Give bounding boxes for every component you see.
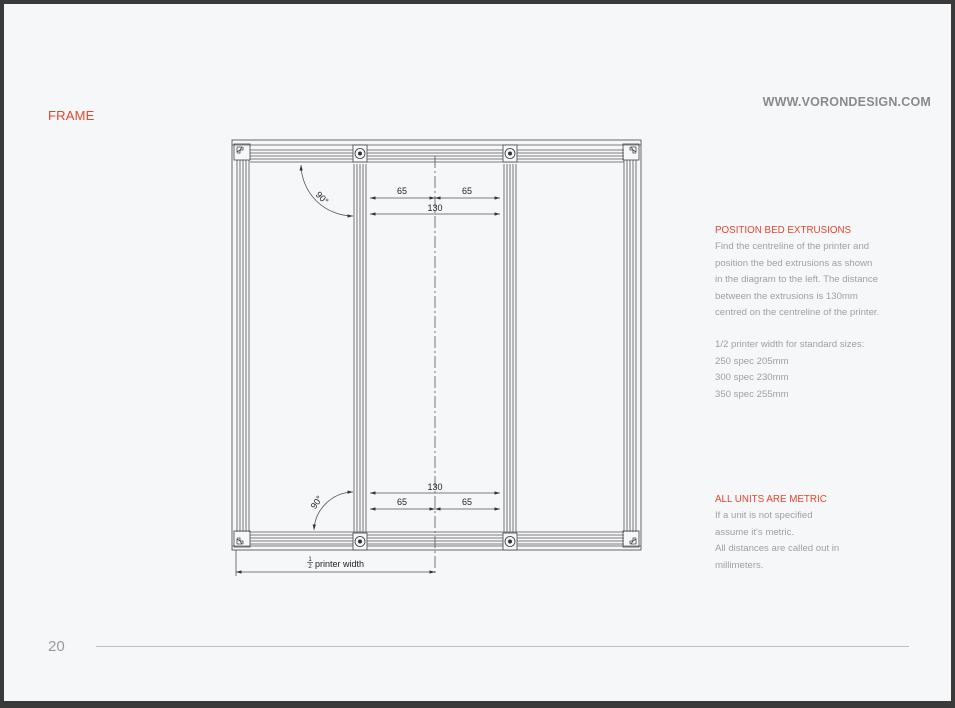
position-line: centred on the centreline of the printer. — [715, 307, 880, 319]
angle-label-top: 90° — [313, 189, 331, 207]
dim-bottom-130: 130 — [427, 482, 443, 492]
bolt-bottom-left — [353, 533, 367, 550]
bolt-top-right — [503, 145, 517, 162]
corner-bracket-top-right — [623, 144, 639, 160]
fraction-numerator: 1 — [308, 557, 312, 563]
left-extrusion — [237, 160, 249, 532]
sizes-line: 350 spec 255mm — [715, 388, 789, 400]
bolt-bottom-right — [503, 533, 517, 550]
units-line: All distances are called out in — [715, 543, 840, 555]
sizes-line: 1/2 printer width for standard sizes: — [715, 339, 865, 351]
bolt-top-left — [353, 145, 367, 162]
angle-label-bottom: 90° — [308, 493, 325, 511]
left-bed-extrusion — [354, 164, 366, 532]
units-line: If a unit is not specified — [715, 510, 813, 522]
page-number: 20 — [48, 638, 65, 655]
sizes-line: 250 spec 205mm — [715, 355, 789, 367]
units-line: millimeters. — [715, 559, 764, 571]
dim-top-130: 130 — [427, 203, 443, 213]
footer-rule — [96, 646, 909, 647]
position-heading: POSITION BED EXTRUSIONS — [715, 225, 852, 236]
position-line: Find the centreline of the printer and — [715, 241, 870, 253]
position-line: position the bed extrusions as shown — [715, 257, 873, 269]
bottom-extrusion — [250, 532, 624, 544]
printer-width-label: printer width — [315, 559, 365, 569]
dim-bottom-right-65: 65 — [461, 497, 473, 507]
section-title: FRAME — [48, 108, 95, 123]
corner-bracket-top-left — [234, 144, 250, 160]
dim-top-right-65: 65 — [461, 186, 473, 196]
dim-bottom-left-65: 65 — [396, 497, 408, 507]
angle-arc-top — [301, 165, 353, 216]
dim-top-left-65: 65 — [396, 186, 408, 196]
right-extrusion — [624, 160, 636, 532]
units-notes — [715, 492, 935, 574]
right-bed-extrusion — [504, 164, 516, 532]
fraction-denominator: 2 — [308, 564, 312, 570]
manual-page — [4, 4, 951, 701]
sizes-line: 300 spec 230mm — [715, 372, 789, 384]
site-url: WWW.VORONDESIGN.COM — [762, 95, 931, 109]
top-extrusion — [250, 150, 624, 162]
position-line: between the extrusions is 130mm — [715, 290, 858, 302]
position-notes — [715, 223, 935, 403]
frame-diagram — [226, 134, 656, 584]
units-line: assume it's metric. — [715, 526, 795, 538]
position-line: in the diagram to the left. The distance — [715, 274, 879, 286]
corner-bracket-bottom-right — [623, 531, 639, 547]
units-heading: ALL UNITS ARE METRIC — [715, 494, 827, 505]
corner-bracket-bottom-left — [234, 531, 250, 547]
